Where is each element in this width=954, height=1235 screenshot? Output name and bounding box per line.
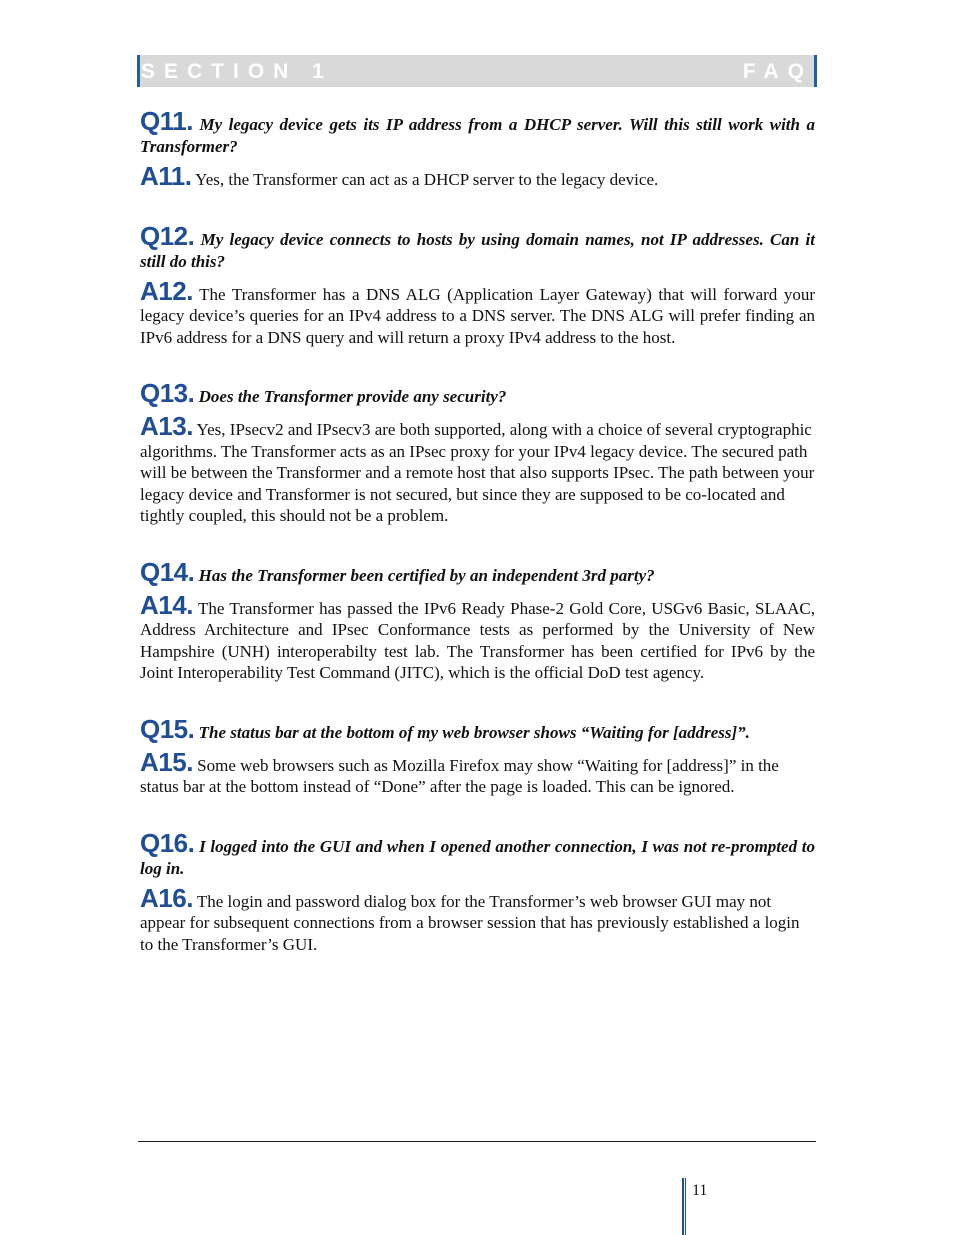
- faq-item: [140, 713, 815, 798]
- header-left-rule: [137, 55, 140, 87]
- footer-divider: [138, 1141, 816, 1142]
- answer-tag: A16.: [140, 882, 193, 913]
- answer: [140, 589, 815, 684]
- faq-content: [140, 106, 816, 989]
- answer-text: The login and password dialog box for the Transformer’s web browser GUI may not appear for subsequent connections from a browser session that has previously established a login to the Transformer’s GUI.: [140, 891, 800, 954]
- answer-tag: A13.: [140, 411, 193, 441]
- question: [140, 106, 815, 158]
- faq-item: [140, 378, 815, 527]
- faq-item: [140, 220, 816, 349]
- page-number-rule-thin: [685, 1178, 686, 1235]
- page-number: 11: [692, 1182, 708, 1199]
- answer: [140, 882, 815, 956]
- answer-text: The Transformer has a DNS ALG (Application Layer Gateway) that will forward your legacy device’s queries for an IPv4 address to a DNS server. The DNS ALG will prefer finding an IPv6 address for a DNS query and will return a proxy IPv4 address to the host.: [140, 284, 815, 347]
- answer: [140, 411, 815, 527]
- section-header: [137, 55, 817, 87]
- question-text: My legacy device gets its IP address from a DHCP server. Will this still work with a Transformer?: [140, 115, 815, 156]
- faq-item: [140, 106, 815, 191]
- question-tag: Q12.: [140, 220, 195, 251]
- question-tag: Q13.: [140, 378, 195, 408]
- header-right-rule: [814, 55, 817, 87]
- section-title: SECTION 1: [141, 60, 333, 83]
- question: [140, 827, 815, 880]
- question-text: Does the Transformer provide any security?: [198, 387, 507, 406]
- question-tag: Q14.: [140, 556, 195, 587]
- question: [140, 378, 815, 408]
- answer-tag: A12.: [140, 275, 193, 306]
- question-tag: Q15.: [140, 713, 195, 744]
- answer-tag: A11.: [140, 161, 192, 191]
- question-text: I logged into the GUI and when I opened another connection, I was not re-prompted to log in.: [140, 836, 815, 878]
- question-text: Has the Transformer been certified by an independent 3rd party?: [198, 565, 655, 585]
- answer-text: Yes, the Transformer can act as a DHCP server to the legacy device.: [195, 170, 659, 189]
- question-text: My legacy device connects to hosts by using domain names, not IP addresses. Can it still do this?: [140, 229, 816, 271]
- faq-item: [140, 827, 815, 956]
- question: [140, 556, 815, 587]
- answer-tag: A14.: [140, 589, 193, 620]
- faq-item: [140, 556, 815, 684]
- answer-text: The Transformer has passed the IPv6 Ready Phase-2 Gold Core, USGv6 Basic, SLAAC, Address Architecture and IPsec Conformance tests as performed by the University of New Hampshire (UNH) interoperabilty test lab. The Transformer has been certified for IPv6 by the Joint Interoperability Test Command (JITC), which is the official DoD test agency.: [140, 598, 815, 682]
- answer: [140, 275, 815, 349]
- answer: [140, 746, 815, 798]
- page-number-rule: [682, 1178, 684, 1235]
- answer-text: Some web browsers such as Mozilla Firefox may show “Waiting for [address]” in the status bar at the bottom instead of “Done” after the page is loaded. This can be ignored.: [140, 755, 779, 796]
- question: [140, 713, 815, 744]
- answer: [140, 161, 815, 191]
- section-label: FAQ: [742, 60, 813, 83]
- answer-tag: A15.: [140, 746, 193, 777]
- question-text: The status bar at the bottom of my web browser shows “Waiting for [address]”.: [198, 722, 750, 742]
- question-tag: Q11.: [140, 106, 193, 136]
- answer-text: Yes, IPsecv2 and IPsecv3 are both supported, along with a choice of several cryptographic algorithms. The Transformer acts as an IPsec proxy for your IPv4 legacy device. The secured path will be between the Transformer and a remote host that also supports IPsec. The path between your legacy device and Transformer is not secured, but since they are supposed to be co-located and tightly coupled, this should not be a problem.: [140, 420, 815, 525]
- question: [140, 220, 816, 273]
- question-tag: Q16.: [140, 827, 195, 858]
